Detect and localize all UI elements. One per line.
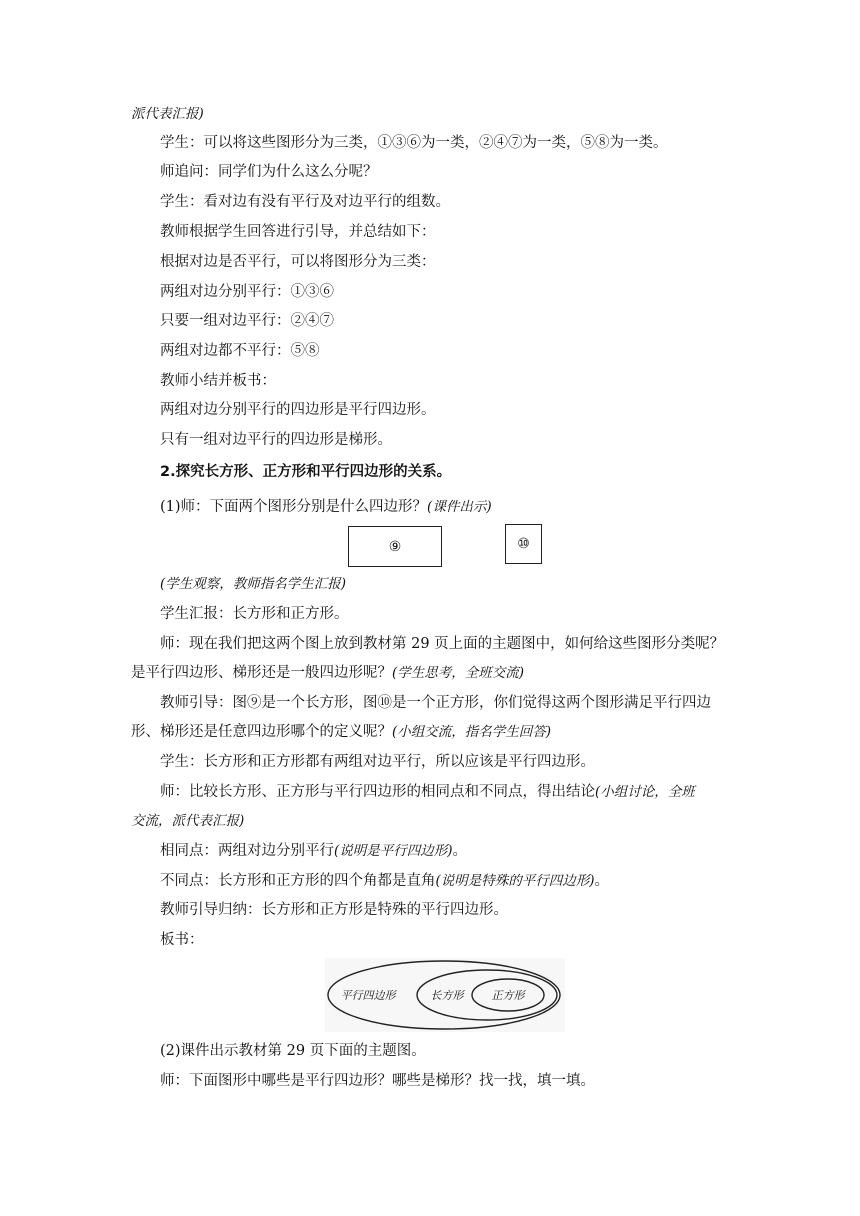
section-heading: 2.探究长方形、正方形和平行四边形的关系。 — [160, 464, 452, 480]
text-segment: 不同点：长方形和正方形的四个角都是直角 — [160, 873, 436, 889]
text-annotation: (说明是特殊的平行四边形) — [435, 873, 595, 889]
text-segment: 是平行四边形、梯形还是一般四边形呢？ — [131, 665, 392, 681]
inner-label: 正方形 — [491, 989, 525, 1002]
text-annotation: (说明是平行四边形) — [334, 843, 453, 859]
text-segment: (1)师：下面两个图形分别是什么四边形？ — [160, 499, 428, 515]
rectangle-figure — [348, 526, 442, 567]
text-annotation: (小组讨论，全班 — [595, 784, 695, 800]
text-line: 教师引导：图⑨是一个长方形，图⑩是一个正方形，你们觉得这两个图形满足平行四边 — [160, 695, 711, 711]
text-line: 师：现在我们把这两个图上放到教材第 29 页上面的主题图中，如何给这些图形分类呢？ — [160, 636, 725, 652]
text-line: 板书： — [160, 932, 204, 948]
text-line — [160, 497, 492, 517]
text-line: (2)课件出示教材第 29 页下面的主题图。 — [160, 1043, 426, 1059]
text-annotation: (学生思考，全班交流) — [392, 665, 525, 681]
text-line: 学生汇报：长方形和正方形。 — [160, 606, 349, 622]
text-segment: 形、梯形还是任意四边形哪个的定义呢？ — [131, 724, 392, 740]
text-line: 师追问：同学们为什么这么分呢？ — [160, 164, 378, 180]
square-figure — [505, 524, 542, 564]
text-line: 师：下面图形中哪些是平行四边形？哪些是梯形？找一找，填一填。 — [160, 1073, 595, 1089]
middle-label: 长方形 — [430, 989, 464, 1002]
text-line: 学生：可以将这些图形分为三类，①③⑥为一类，②④⑦为一类，⑤⑧为一类。 — [160, 135, 668, 151]
text-line: 根据对边是否平行，可以将图形分为三类： — [160, 254, 436, 270]
text-line: 只要一组对边平行：②④⑦ — [160, 313, 334, 329]
diagram-svg — [325, 958, 565, 1032]
text-line: 只有一组对边平行的四边形是梯形。 — [160, 432, 392, 448]
text-segment: 相同点：两组对边分别平行 — [160, 843, 334, 859]
text-line: 两组对边都不平行：⑤⑧ — [160, 343, 320, 359]
text-line: 学生：看对边有没有平行及对边平行的组数。 — [160, 194, 450, 210]
nested-ellipse-diagram — [325, 958, 565, 1032]
text-annotation: (学生观察，教师指名学生汇报) — [160, 576, 347, 592]
text-annotation: 交流，派代表汇报) — [131, 813, 245, 829]
text-line: 派代表汇报) — [131, 106, 204, 122]
text-line — [131, 722, 551, 742]
text-segment: 。 — [452, 843, 468, 859]
text-line: 教师小结并板书： — [160, 373, 276, 389]
text-line: 教师引导归纳：长方形和正方形是特殊的平行四边形。 — [160, 902, 508, 918]
text-line: 两组对边分别平行的四边形是平行四边形。 — [160, 402, 436, 418]
text-line: 两组对边分别平行：①③⑥ — [160, 284, 334, 300]
figure-label: ⑨ — [388, 538, 402, 555]
figure-label: ⑩ — [517, 536, 530, 552]
text-annotation: (小组交流，指名学生回答) — [392, 724, 552, 740]
text-line — [160, 782, 695, 802]
text-segment: 。 — [594, 873, 610, 889]
text-segment: 师：比较长方形、正方形与平行四边形的相同点和不同点，得出结论 — [160, 784, 595, 800]
text-line — [160, 871, 609, 891]
text-line: 教师根据学生回答进行引导，并总结如下： — [160, 224, 436, 240]
text-line: 学生：长方形和正方形都有两组对边平行，所以应该是平行四边形。 — [160, 754, 595, 770]
text-line — [160, 841, 467, 861]
outer-label: 平行四边形 — [340, 989, 396, 1002]
text-line — [131, 663, 524, 683]
text-annotation: (课件出示) — [427, 499, 492, 515]
